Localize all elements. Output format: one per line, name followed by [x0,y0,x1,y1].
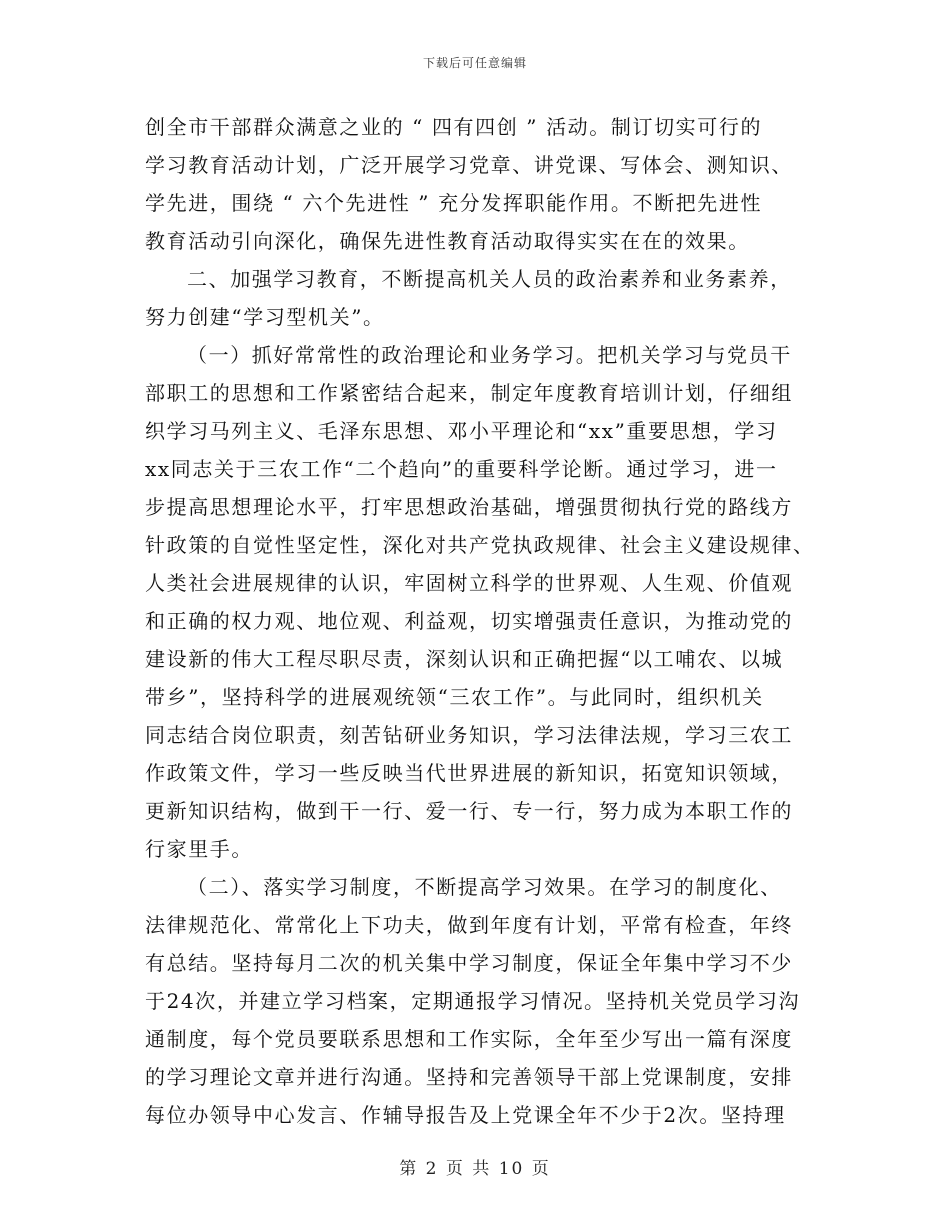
paragraph-line: 创全市干部群众满意之业的 “ 四有四创 ” 活动。制订切实可行的 [145,115,763,139]
section-heading-line: 二、加强学习教育，不断提高机关人员的政治素养和业务素养， [187,267,792,291]
paragraph-line: 部职工的思想和工作紧密结合起来，制定年度教育培训计划，仔细组 [145,381,793,405]
paragraph-line: 织学习马列主义、毛泽东思想、邓小平理论和“xx”重要思想，学习 [145,419,778,443]
paragraph-line: 每位办领导中心发言、作辅导报告及上党课全年不少于2次。坚持理 [145,1103,786,1127]
paragraph-line: 建设新的伟大工程尽职尽责，深刻认识和正确把握“以工哺农、以城 [145,647,784,671]
section-heading-line: 努力创建“学习型机关”。 [145,305,385,329]
paragraph-line: 学习教育活动计划，广泛开展学习党章、讲党课、写体会、测知识、 [145,153,793,177]
paragraph-line: 同志结合岗位职责，刻苦钻研业务知识，学习法律法规，学习三农工 [145,723,793,747]
paragraph-line: xx同志关于三农工作“二个趋向”的重要科学论断。通过学习，进一 [145,457,778,481]
paragraph-line: 学先进，围绕 “ 六个先进性 ” 充分发挥职能作用。不断把先进性 [145,191,763,215]
paragraph-line: 步提高思想理论水平，打牢思想政治基础，增强贯彻执行党的路线方 [145,495,793,519]
paragraph-line: 教育活动引向深化，确保先进性教育活动取得实实在在的效果。 [145,229,750,253]
document-body [145,108,815,1134]
page-header: 下载后可任意编辑 [422,56,527,70]
paragraph-line: （二）、落实学习制度，不断提高学习效果。在学习的制度化、 [187,875,782,899]
paragraph-line: （一）抓好常常性的政治理论和业务学习。把机关学习与党员干 [187,343,792,367]
paragraph-line: 法律规范化、常常化上下功夫，做到年度有计划，平常有检查，年终 [145,913,793,937]
paragraph-line: 针政策的自觉性坚定性，深化对共产党执政规律、社会主义建设规律、 [145,533,815,557]
page-number-footer: 第 2 页 共 10 页 [399,1159,551,1179]
paragraph-line: 行家里手。 [145,837,253,861]
paragraph-line: 更新知识结构，做到干一行、爱一行、专一行，努力成为本职工作的 [145,799,793,823]
paragraph-line: 于24次，并建立学习档案，定期通报学习情况。坚持机关党员学习沟 [145,989,801,1013]
paragraph-line: 人类社会进展规律的认识，牢固树立科学的世界观、人生观、价值观 [145,571,793,595]
paragraph-line: 通制度，每个党员要联系思想和工作实际，全年至少写出一篇有深度 [145,1027,793,1051]
paragraph-line: 和正确的权力观、地位观、利益观，切实增强责任意识，为推动党的 [145,609,793,633]
paragraph-line: 带乡”，坚持科学的进展观统领“三农工作”。与此同时，组织机关 [145,685,764,709]
paragraph-line: 作政策文件，学习一些反映当代世界进展的新知识，拓宽知识领域， [145,761,793,785]
paragraph-line: 的学习理论文章并进行沟通。坚持和完善领导干部上党课制度，安排 [145,1065,793,1089]
paragraph-line: 有总结。坚持每月二次的机关集中学习制度，保证全年集中学习不少 [145,951,793,975]
